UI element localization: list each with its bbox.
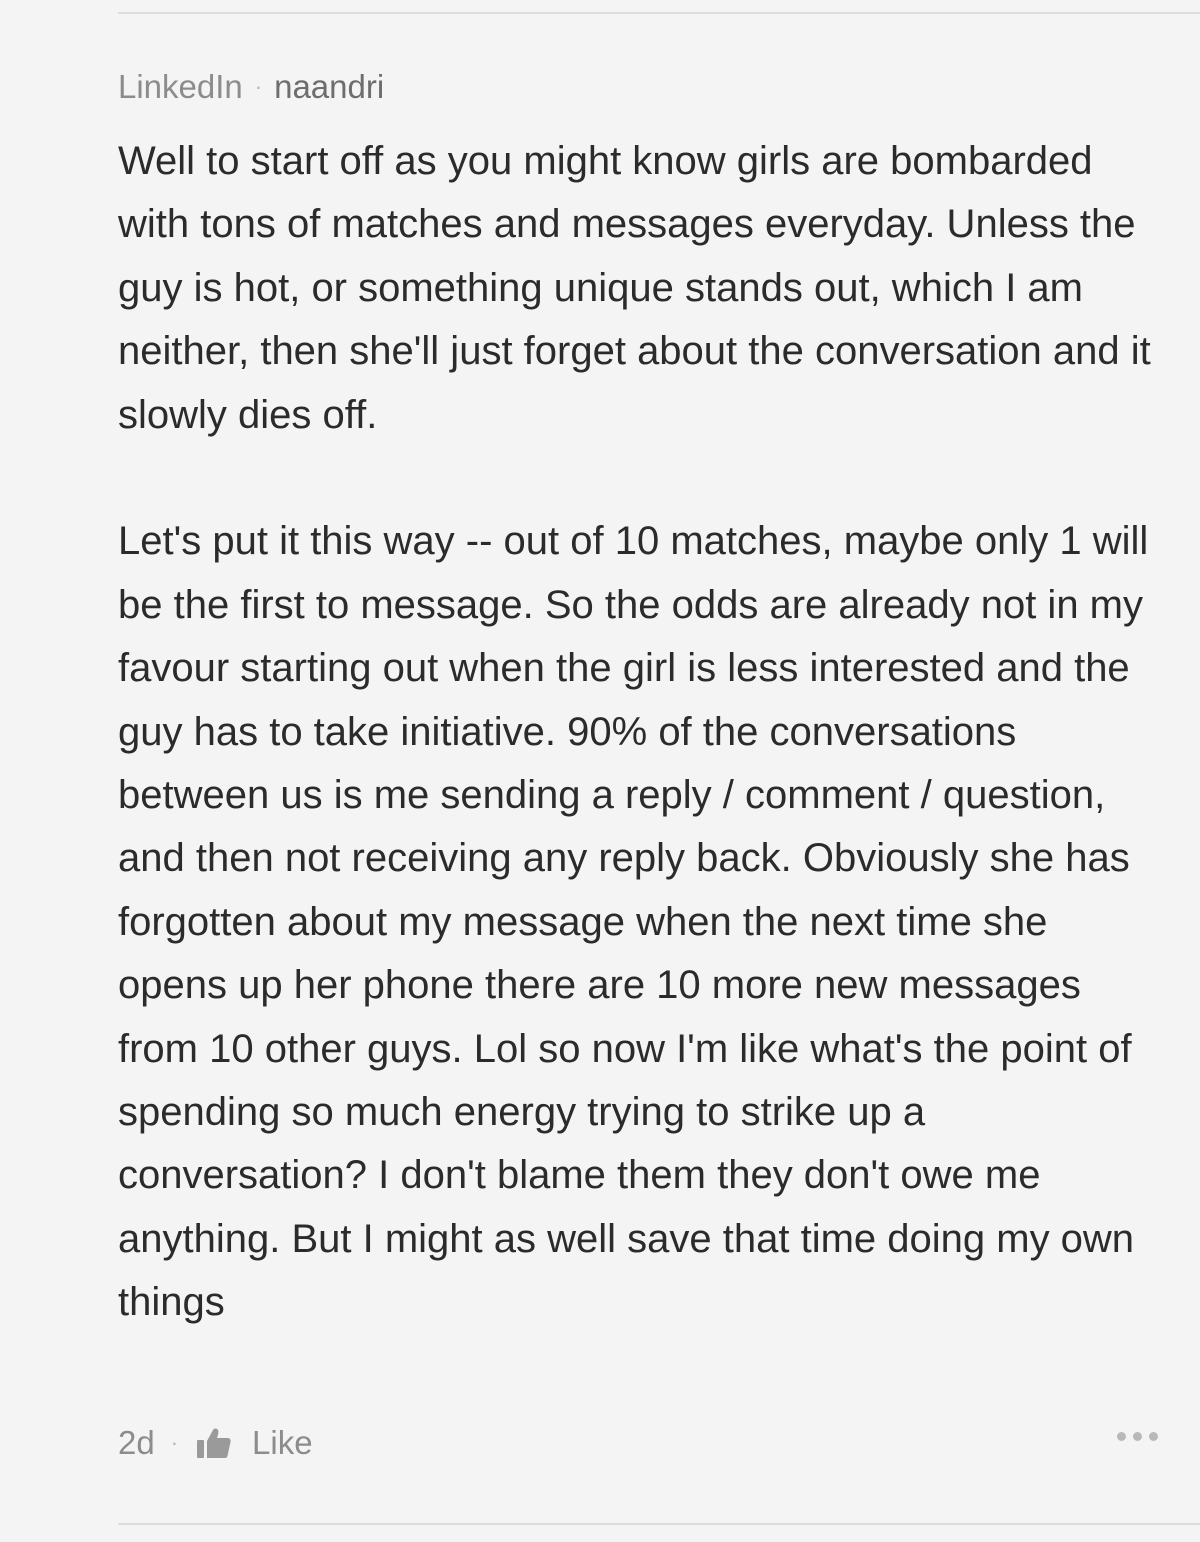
comment-source: LinkedIn [118, 68, 243, 105]
like-button[interactable] [192, 1424, 313, 1462]
more-options-button[interactable] [1117, 1432, 1158, 1441]
comment-author[interactable]: naandri [274, 68, 385, 105]
bottom-divider [118, 1523, 1200, 1525]
thumbs-up-icon [196, 1426, 232, 1460]
more-options-icon [1133, 1432, 1142, 1441]
comment-body [118, 130, 1158, 1335]
meta-separator: · [254, 74, 263, 99]
more-options-icon [1117, 1432, 1126, 1441]
comment-footer [118, 1418, 1158, 1468]
footer-separator: · [170, 1430, 179, 1455]
like-label: Like [252, 1424, 313, 1461]
comment-age: 2d [118, 1424, 155, 1461]
comment-paragraph: Let's put it this way -- out of 10 matches, maybe only 1 will be the first to message. So the odds are already not in my favour starting out when the girl is less interested and the guy has to take initiative. 90% of the conversations between us is me sending a reply / comment / question, and then not receiving any reply back. Obviously she has forgotten about my message when the next time she opens up her phone there are 10 more new messages from 10 other guys. Lol so now I'm like what's the point of spending so much energy trying to strike up a conversation? I don't blame them they don't owe me anything. But I might as well save that time doing my own things [118, 519, 1149, 1325]
more-options-icon [1149, 1432, 1158, 1441]
comment-paragraph: Well to start off as you might know girls are bombarded with tons of matches and messages everyday. Unless the guy is hot, or something unique stands out, which I am neither, then she'll just forget about the conversation and it slowly dies off. [118, 139, 1151, 437]
comment-meta [118, 62, 1158, 112]
top-divider [118, 12, 1200, 14]
comment [118, 62, 1158, 1335]
